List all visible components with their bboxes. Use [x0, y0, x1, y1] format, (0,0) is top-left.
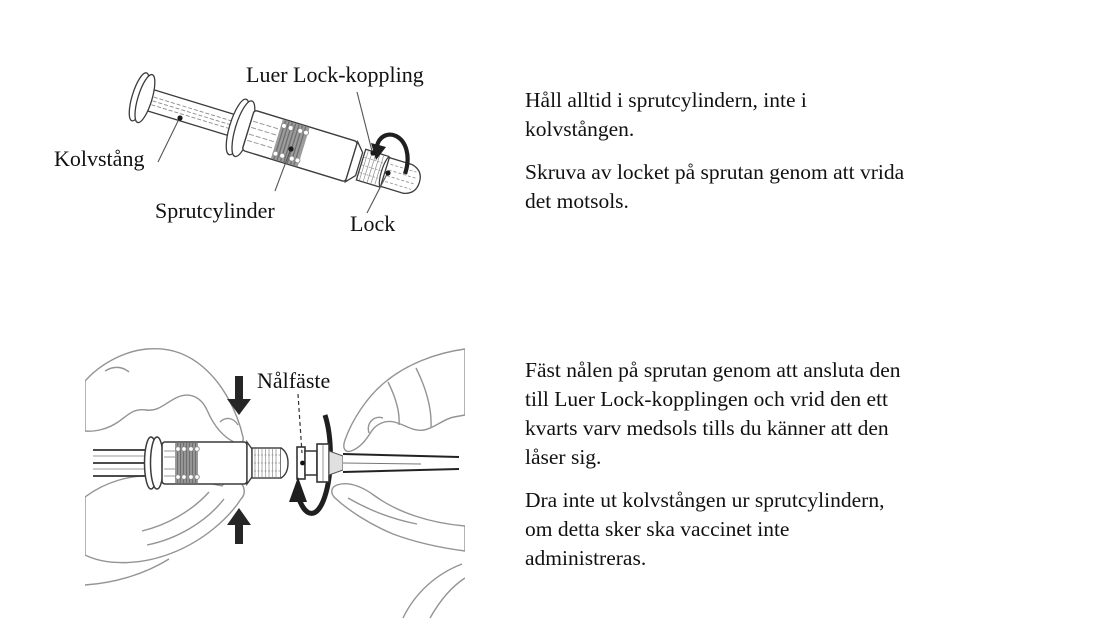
needle-hub-leader-line — [298, 394, 302, 453]
text-line: Fäst nålen på sprutan genom att ansluta den — [525, 358, 901, 382]
label-lock: Lock — [350, 211, 396, 236]
paragraph-unscrew-cap — [525, 158, 1005, 216]
plunger-flange — [145, 437, 164, 489]
plunger-rod — [93, 450, 151, 476]
text-line: Skruva av locket på sprutan genom att vrida — [525, 160, 905, 184]
paragraph-do-not-pull-plunger — [525, 486, 1005, 573]
luer-lock-tip — [247, 442, 288, 484]
needle-hub-body — [305, 451, 317, 475]
text-line: administreras. — [525, 546, 647, 570]
needle-assembly — [297, 444, 459, 482]
instructions-step1 — [525, 86, 1005, 230]
quarter-turn-arrowhead-icon — [289, 477, 307, 502]
paragraph-hold-barrel — [525, 86, 1005, 144]
paragraph-attach-needle — [525, 356, 1005, 472]
label-sprutcylinder: Sprutcylinder — [155, 198, 275, 223]
text-line: låser sig. — [525, 445, 602, 469]
needle-hub-taper — [329, 451, 343, 475]
plunger-stopper — [175, 443, 199, 483]
right-hand — [332, 349, 465, 618]
text-line: det motsols. — [525, 189, 629, 213]
text-line: om detta sker ska vaccinet inte — [525, 517, 790, 541]
text-line: Dra inte ut kolvstången ur sprutcylindern, — [525, 488, 885, 512]
syringe-barrel — [162, 442, 247, 484]
label-luer-lock-koppling: Luer Lock-koppling — [246, 62, 424, 87]
instructions-step2 — [525, 356, 1005, 587]
label-nalfaste: Nålfäste — [257, 368, 331, 393]
text-line: till Luer Lock-kopplingen och vrid den ett — [525, 387, 889, 411]
label-kolvstang: Kolvstång — [54, 146, 145, 171]
text-line: kvarts varv medsols tills du känner att den — [525, 416, 889, 440]
text-line: Håll alltid i sprutcylindern, inte i — [525, 88, 807, 112]
text-line: kolvstången. — [525, 117, 635, 141]
hub-dot — [300, 461, 305, 466]
